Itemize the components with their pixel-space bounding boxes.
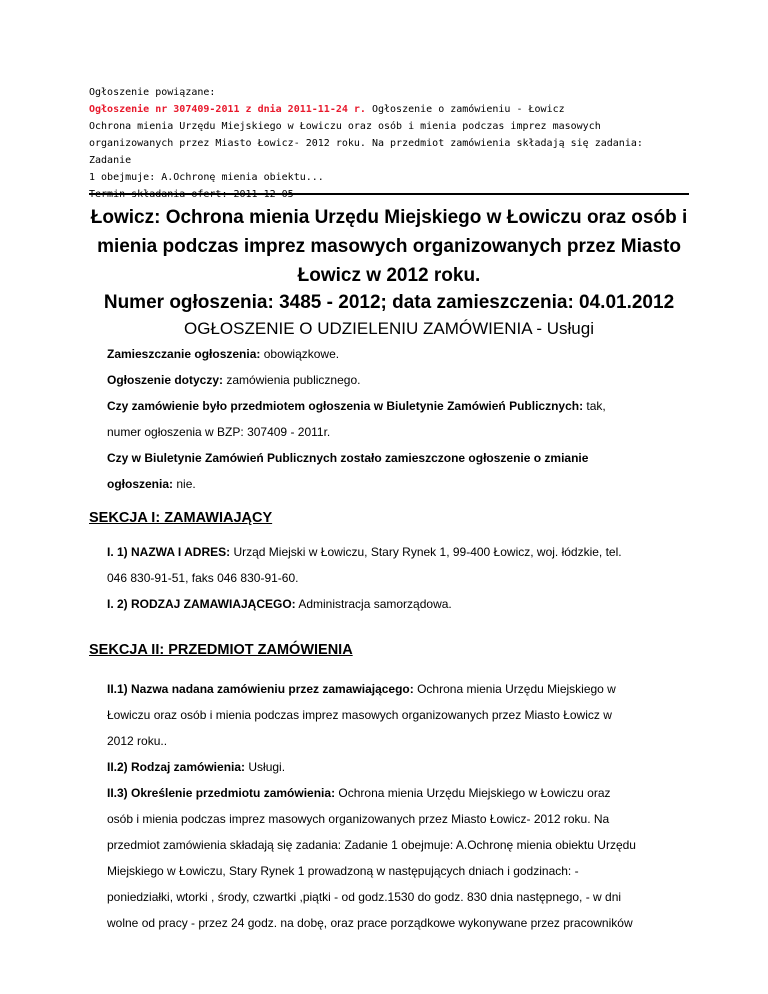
notice-header: [89, 203, 689, 342]
field-order-subject-cont: Miejskiego w Łowiczu, Stary Rynek 1 prowadzoną w następujących dniach i godzinach: -: [107, 864, 579, 878]
notice-number: Numer ogłoszenia: 3485 - 2012; data zamieszczenia: 04.01.2012: [103, 292, 675, 313]
field-order-type: [107, 754, 692, 780]
section-2-heading: SEKCJA II: PRZEDMIOT ZAMÓWIENIA: [89, 642, 353, 658]
section-1-body: [107, 539, 692, 617]
field-label: II.3) Określenie przedmiotu zamówienia:: [107, 786, 336, 800]
field-bzp-number: numer ogłoszenia w BZP: 307409 - 2011r.: [107, 425, 331, 439]
related-reference-link[interactable]: Ogłoszenie nr 307409-2011 z dnia 2011-11-24 r.: [89, 104, 366, 115]
notice-kind: OGŁOSZENIE O UDZIELENIU ZAMÓWIENIA - Usługi: [184, 319, 594, 338]
field-change-label: [107, 445, 692, 471]
field-bzp: [107, 393, 692, 419]
related-description-line: organizowanych przez Miasto Łowicz- 2012 roku. Na przedmiot zamówienia składają się zadania: Zadanie: [89, 138, 643, 166]
section-2-body: [107, 676, 692, 936]
related-description-line: Ochrona mienia Urzędu Miejskiego w Łowiczu oraz osób i mienia podczas imprez masowych: [89, 121, 601, 132]
field-order-subject-cont: poniedziałki, wtorki , środy, czwartki ,piątki - od godz.1530 do godz. 830 dnia następnego, - w dni: [107, 890, 622, 904]
field-publication: [107, 341, 692, 367]
field-value: Usługi.: [245, 760, 286, 774]
field-value: Ochrona mienia Urzędu Miejskiego w Łowiczu oraz: [335, 786, 611, 800]
field-value: obowiązkowe.: [260, 347, 340, 361]
field-order-name: [107, 676, 692, 702]
field-change: [107, 471, 692, 497]
field-label: ogłoszenia:: [107, 477, 174, 491]
field-label: Czy zamówienie było przedmiotem ogłoszenia w Biuletynie Zamówień Publicznych:: [107, 399, 584, 413]
field-concerns: [107, 367, 692, 393]
field-order-subject-cont: przedmiot zamówienia składają się zadania: Zadanie 1 obejmuje: A.Ochronę mienia obiektu Urzędu: [107, 838, 636, 852]
field-label: I. 1) NAZWA I ADRES:: [107, 545, 231, 559]
field-value: zamówienia publicznego.: [223, 373, 361, 387]
related-heading: Ogłoszenie powiązane:: [89, 87, 216, 98]
field-value: Administracja samorządowa.: [295, 597, 452, 611]
field-name-address-cont: 046 830-91-51, faks 046 830-91-60.: [107, 571, 299, 585]
related-reference: [89, 101, 689, 118]
field-value: nie.: [173, 477, 196, 491]
field-label: Zamieszczanie ogłoszenia:: [107, 347, 261, 361]
field-order-name-cont: Łowiczu oraz osób i mienia podczas imprez masowych organizowanych przez Miasto Łowicz w: [107, 708, 612, 722]
section-1-heading: SEKCJA I: ZAMAWIAJĄCY: [89, 510, 273, 526]
related-reference-text: Ogłoszenie o zamówieniu - Łowicz: [365, 104, 565, 115]
field-name-address: [107, 539, 692, 565]
related-notice: [89, 84, 689, 203]
field-order-name-cont: 2012 roku..: [107, 734, 168, 748]
field-value: tak,: [583, 399, 606, 413]
field-contracting-type: [107, 591, 692, 617]
field-label: Czy w Biuletynie Zamówień Publicznych zostało zamieszczone ogłoszenie o zmianie: [107, 451, 589, 465]
notice-title-line: mienia podczas imprez masowych organizowanych przez Miasto: [97, 236, 681, 257]
field-label: I. 2) RODZAJ ZAMAWIAJĄCEGO:: [107, 597, 296, 611]
field-label: II.1) Nazwa nadana zamówieniu przez zamawiającego:: [107, 682, 414, 696]
related-description-line: 1 obejmuje: A.Ochronę mienia obiektu...: [89, 172, 324, 183]
notice-title-line: Łowicz: Ochrona mienia Urzędu Miejskiego w Łowiczu oraz osób i: [90, 207, 688, 228]
field-order-subject: [107, 780, 692, 806]
field-order-subject-cont: osób i mienia podczas imprez masowych organizowanych przez Miasto Łowicz- 2012 roku. Na: [107, 812, 610, 826]
field-value: Ochrona mienia Urzędu Miejskiego w: [413, 682, 616, 696]
related-deadline: Termin składania ofert: 2011-12-05: [89, 189, 294, 200]
intro-fields: [107, 341, 692, 497]
field-label: Ogłoszenie dotyczy:: [107, 373, 224, 387]
field-order-subject-cont: wolne od pracy - przez 24 godz. na dobę, oraz prace porządkowe wykonywane przez pracowników: [107, 916, 633, 930]
field-label: II.2) Rodzaj zamówienia:: [107, 760, 246, 774]
field-value: Urząd Miejski w Łowiczu, Stary Rynek 1, 99-400 Łowicz, woj. łódzkie, tel.: [230, 545, 622, 559]
horizontal-divider: [89, 193, 689, 195]
notice-title-line: Łowicz w 2012 roku.: [297, 265, 481, 286]
